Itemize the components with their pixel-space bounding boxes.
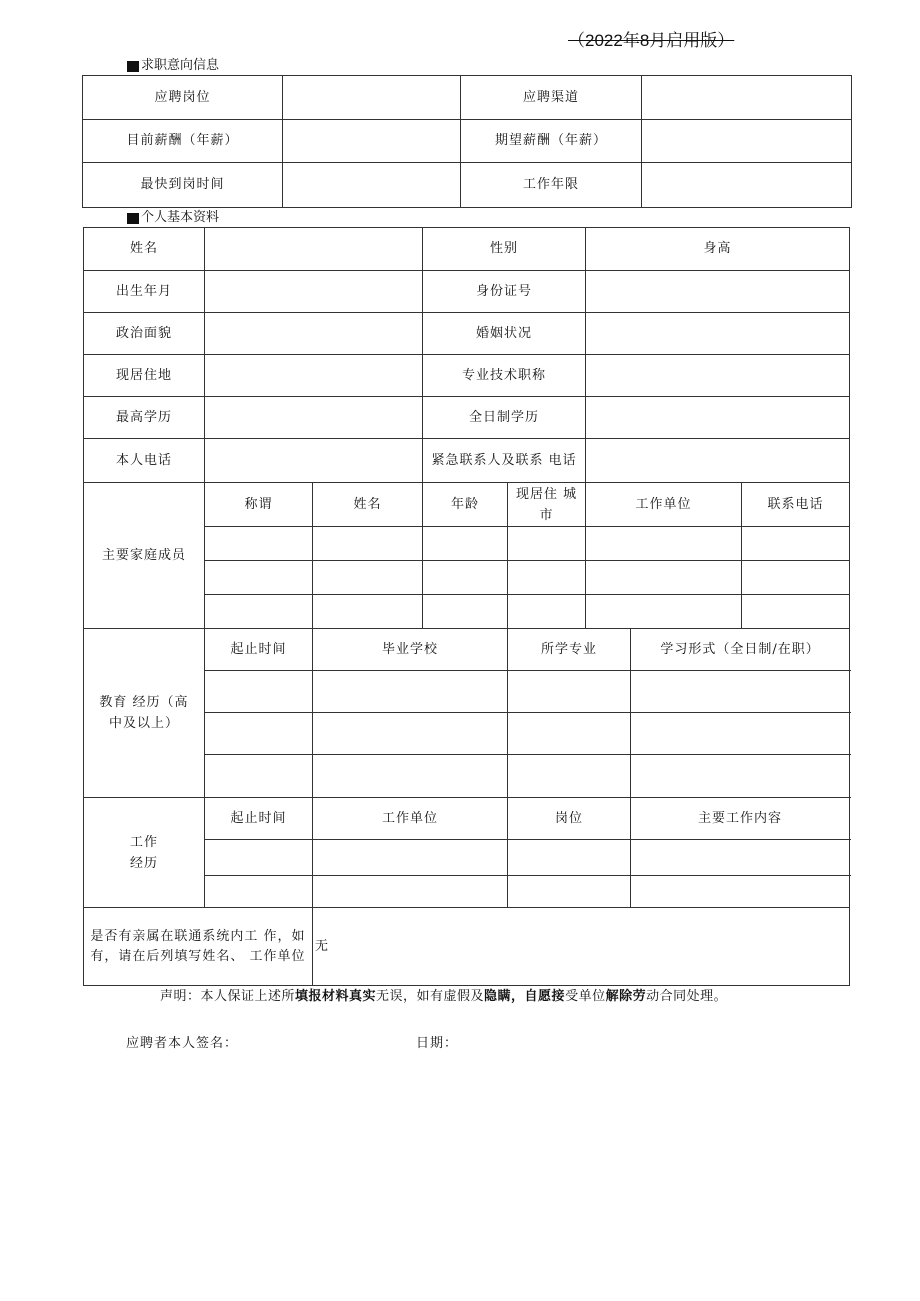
table-row xyxy=(84,313,850,355)
column-header: 年龄 xyxy=(423,483,508,527)
declaration-text: 无误，如有虚假及 xyxy=(376,989,485,1004)
field-label: 本人电话 xyxy=(84,439,205,483)
family-cell[interactable] xyxy=(205,527,313,561)
column-header: 工作单位 xyxy=(586,483,742,527)
field-label: 最快到岗时间 xyxy=(83,163,283,208)
position-input[interactable] xyxy=(283,76,461,120)
family-cell[interactable] xyxy=(508,561,586,595)
column-header: 主要工作内容 xyxy=(631,798,850,840)
declaration-text: 动合同处理。 xyxy=(646,989,728,1004)
declaration-bold-text: 填报材料真实 xyxy=(295,989,377,1004)
height-field[interactable]: 身高 xyxy=(586,228,850,271)
education-cell[interactable] xyxy=(508,755,631,798)
family-cell[interactable] xyxy=(742,595,850,629)
field-label: 政治面貌 xyxy=(84,313,205,355)
birth-input[interactable] xyxy=(205,271,423,313)
phone-input[interactable] xyxy=(205,439,423,483)
work-cell[interactable] xyxy=(313,876,508,908)
family-cell[interactable] xyxy=(742,561,850,595)
idcard-input[interactable] xyxy=(586,271,850,313)
column-header: 所学专业 xyxy=(508,629,631,671)
work-cell[interactable] xyxy=(631,840,850,876)
section-title: 个人基本资料 xyxy=(141,210,220,225)
family-cell[interactable] xyxy=(508,595,586,629)
form-version: （2022年8月启用版） xyxy=(568,31,735,50)
family-cell[interactable] xyxy=(313,595,423,629)
education-cell[interactable] xyxy=(631,671,850,713)
education-cell[interactable] xyxy=(205,671,313,713)
field-label: 出生年月 xyxy=(84,271,205,313)
declaration-text: 声明：本人保证上述所 xyxy=(160,989,296,1004)
declaration xyxy=(160,988,727,1006)
square-bullet-icon xyxy=(127,61,139,72)
table-row xyxy=(84,798,850,840)
family-cell[interactable] xyxy=(742,527,850,561)
date-label: 日期： xyxy=(416,1036,459,1051)
field-label: 应聘岗位 xyxy=(83,76,283,120)
column-header: 称谓 xyxy=(205,483,313,527)
work-history-label: 工作 经历 xyxy=(84,798,205,908)
declaration-text: 受单位 xyxy=(565,989,606,1004)
education-input[interactable] xyxy=(205,397,423,439)
family-cell[interactable] xyxy=(586,595,742,629)
table-row xyxy=(84,397,850,439)
work-cell[interactable] xyxy=(205,876,313,908)
table-row xyxy=(83,76,852,120)
education-cell[interactable] xyxy=(508,713,631,755)
table-row xyxy=(84,271,850,313)
field-label: 专业技术职称 xyxy=(423,355,586,397)
education-cell[interactable] xyxy=(631,713,850,755)
fulltime-education-input[interactable] xyxy=(586,397,850,439)
relatives-answer-input[interactable]: 无 xyxy=(313,908,850,986)
column-header: 岗位 xyxy=(508,798,631,840)
section-title: 求职意向信息 xyxy=(141,58,220,73)
education-cell[interactable] xyxy=(313,713,508,755)
family-cell[interactable] xyxy=(313,527,423,561)
table-row xyxy=(83,120,852,163)
table-row xyxy=(84,908,850,986)
education-history-label: 教育 经历（高中及以上） xyxy=(84,629,205,798)
education-cell[interactable] xyxy=(631,755,850,798)
table-row xyxy=(83,163,852,208)
family-cell[interactable] xyxy=(586,561,742,595)
education-cell[interactable] xyxy=(508,671,631,713)
relatives-question: 是否有亲属在联通系统内工 作，如有，请在后列填写姓名、 工作单位 xyxy=(84,908,313,986)
family-cell[interactable] xyxy=(423,561,508,595)
expected-salary-input[interactable] xyxy=(642,120,852,163)
name-input[interactable] xyxy=(205,228,423,271)
field-label: 期望薪酬（年薪） xyxy=(461,120,642,163)
education-cell[interactable] xyxy=(205,755,313,798)
job-intent-table xyxy=(82,75,852,208)
marital-input[interactable] xyxy=(586,313,850,355)
work-cell[interactable] xyxy=(631,876,850,908)
column-header: 起止时间 xyxy=(205,629,313,671)
field-label: 身份证号 xyxy=(423,271,586,313)
family-cell[interactable] xyxy=(205,561,313,595)
signature-label: 应聘者本人签名： xyxy=(126,1036,239,1051)
table-row xyxy=(84,228,850,271)
work-cell[interactable] xyxy=(508,876,631,908)
emergency-contact-input[interactable] xyxy=(586,439,850,483)
field-label: 全日制学历 xyxy=(423,397,586,439)
current-salary-input[interactable] xyxy=(283,120,461,163)
family-cell[interactable] xyxy=(205,595,313,629)
field-label: 婚姻状况 xyxy=(423,313,586,355)
table-row xyxy=(84,355,850,397)
field-label: 性别 xyxy=(423,228,586,271)
field-label: 现居住地 xyxy=(84,355,205,397)
field-label: 姓名 xyxy=(84,228,205,271)
column-header: 联系电话 xyxy=(742,483,850,527)
work-cell[interactable] xyxy=(313,840,508,876)
column-header: 工作单位 xyxy=(313,798,508,840)
start-date-input[interactable] xyxy=(283,163,461,208)
address-input[interactable] xyxy=(205,355,423,397)
channel-input[interactable] xyxy=(642,76,852,120)
education-cell[interactable] xyxy=(205,713,313,755)
work-years-input[interactable] xyxy=(642,163,852,208)
table-row xyxy=(84,483,850,527)
family-cell[interactable] xyxy=(508,527,586,561)
education-cell[interactable] xyxy=(313,755,508,798)
work-cell[interactable] xyxy=(508,840,631,876)
section-header-personal-info xyxy=(127,210,219,226)
declaration-bold-text: 解除劳 xyxy=(605,989,647,1004)
field-label: 工作年限 xyxy=(461,163,642,208)
family-cell[interactable] xyxy=(423,527,508,561)
column-header: 毕业学校 xyxy=(313,629,508,671)
table-row xyxy=(84,629,850,671)
column-header: 学习形式（全日制/在职） xyxy=(631,629,850,671)
field-label: 应聘渠道 xyxy=(461,76,642,120)
education-cell[interactable] xyxy=(313,671,508,713)
political-input[interactable] xyxy=(205,313,423,355)
table-row xyxy=(84,439,850,483)
personal-info-table xyxy=(83,227,850,986)
professional-title-input[interactable] xyxy=(586,355,850,397)
column-header: 起止时间 xyxy=(205,798,313,840)
family-cell[interactable] xyxy=(313,561,423,595)
family-members-label: 主要家庭成员 xyxy=(84,483,205,629)
family-cell[interactable] xyxy=(586,527,742,561)
square-bullet-icon xyxy=(127,213,139,224)
field-label: 目前薪酬（年薪） xyxy=(83,120,283,163)
column-header: 现居住 城市 xyxy=(508,483,586,527)
work-cell[interactable] xyxy=(205,840,313,876)
declaration-bold-text: 隐瞒，自愿接 xyxy=(484,989,566,1004)
section-header-job-intent xyxy=(127,58,219,74)
column-header: 姓名 xyxy=(313,483,423,527)
family-cell[interactable] xyxy=(423,595,508,629)
field-label: 紧急联系人及联系 电话 xyxy=(423,439,586,483)
field-label: 最高学历 xyxy=(84,397,205,439)
